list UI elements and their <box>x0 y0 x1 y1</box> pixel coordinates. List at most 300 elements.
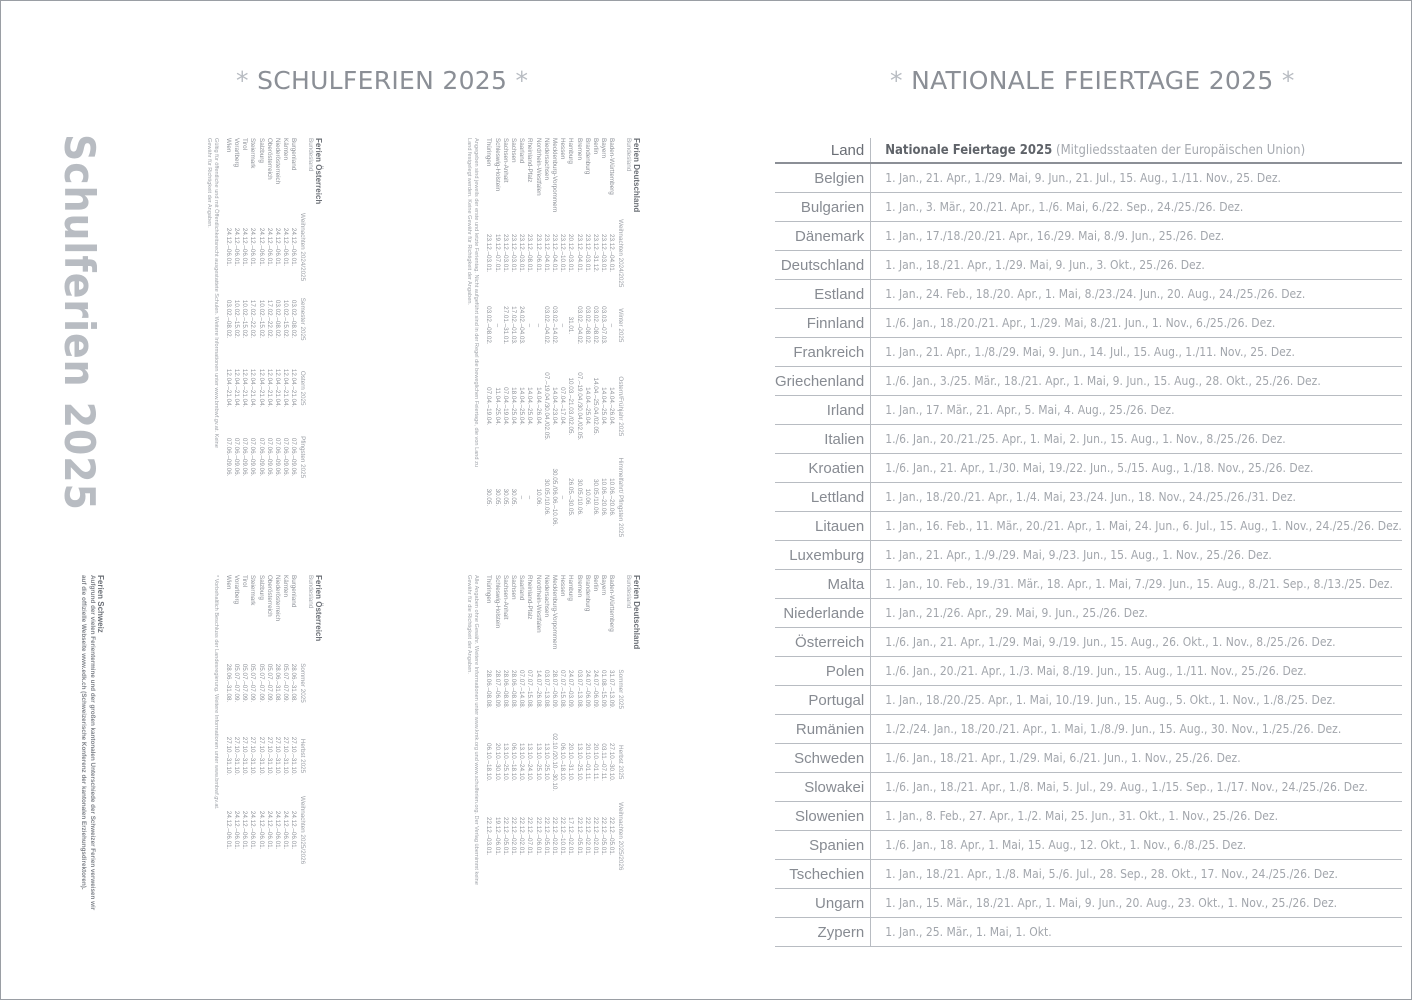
ferien-cell: 23.12.–04.01. <box>550 234 558 273</box>
star-icon: * <box>515 66 529 95</box>
table-row <box>574 575 582 877</box>
ferien-cell: 12.04.–21.04. <box>257 368 265 408</box>
schulferien-vertical-title: Schulferien 2025 <box>55 134 104 511</box>
ferien-cell: 14.07.–26.08. <box>534 669 542 709</box>
ferien-cell: – <box>518 495 526 500</box>
ferien-table <box>224 575 306 871</box>
table-row <box>484 575 492 877</box>
schulferien-title: SCHULFERIEN 2025 <box>257 66 508 95</box>
ferien-cell: 27.10.–31.10. <box>282 736 290 776</box>
ferien-cell: 14.04.–26.04. <box>534 387 542 426</box>
ferien-cell: 27.10.–31.10. <box>257 736 265 776</box>
table-row <box>583 138 591 545</box>
ferien-cell: 20.12.–03.01. <box>567 234 575 273</box>
ferien-oesterreich-block-2 <box>212 575 322 895</box>
ferien-cell: 24.07.–06.09. <box>583 669 591 709</box>
country-cell: Malta <box>775 570 871 599</box>
table-row <box>240 138 248 495</box>
ferien-cell: 07.06.–09.06. <box>249 437 257 477</box>
ferien-cell: 24.12.–06.01. <box>273 810 281 850</box>
holiday-row <box>775 831 1402 860</box>
table-row <box>591 138 599 545</box>
country-cell: Slowakei <box>775 773 871 802</box>
table-row <box>289 138 297 495</box>
table-row <box>574 138 582 545</box>
country-cell: Österreich <box>775 628 871 657</box>
ferien-cell: 28.06.–31.08. <box>273 663 281 703</box>
dates-cell: 1. Jan., 18./21. Apr., 1./29. Mai, 9. Jun., 3. Okt., 25./26. Dez. <box>871 251 1402 280</box>
ferien-cell: 23.12.–03.01. <box>509 234 517 273</box>
ferien-cell: 07.06.–09.06. <box>241 437 249 477</box>
table-row <box>265 575 273 871</box>
block-text: Aufgrund der vielen Ferientermine und der großen kantonalen Unterschiede der Schweizer Ferien verweisen wir auf die offizielle Webseite www.edk.ch (Schweizerische Konferenz der kantonalen Erziehungsdirektoren). <box>80 575 96 911</box>
dates-cell: 1. Jan., 18./20./25. Apr., 1. Mai, 10./19. Jun., 15. Aug., 5. Okt., 1. Nov., 1./8./25. Dez. <box>871 686 1402 715</box>
country-cell: Slowenien <box>775 802 871 831</box>
bundesland-cell: Oberösterreich <box>265 138 273 180</box>
dates-cell: 1./6. Jan., 18. Apr., 1. Mai, 15. Aug., 12. Okt., 1. Nov., 6./8./25. Dez. <box>871 831 1402 860</box>
column-header: Pfingsten 2025 <box>298 436 306 479</box>
ferien-cell: 23.12.–04.01. <box>608 234 616 273</box>
bundesland-cell: Niederösterreich <box>273 575 281 622</box>
holiday-row <box>775 599 1402 628</box>
ferien-cell: 03.03.–07.03. <box>600 306 608 345</box>
ferien-cell: 07.04.–19.04. <box>485 387 493 426</box>
table-row <box>599 575 607 877</box>
ferien-cell: 28.06.–08.08. <box>509 669 517 709</box>
country-cell: Deutschland <box>775 251 871 280</box>
ferien-cell: 23.12.–08.01. <box>526 234 534 273</box>
ferien-cell: 01.08.–15.09. <box>600 669 608 709</box>
ferien-cell: 23.12.–03.01. <box>485 234 493 273</box>
star-icon: * <box>236 66 249 95</box>
table-row <box>232 575 240 871</box>
ferien-cell: 10.02.–15.02. <box>257 299 265 339</box>
table-row <box>591 575 599 877</box>
dates-cell: 1. Jan., 17. Mär., 21. Apr., 5. Mai, 4. Aug., 25./26. Dez. <box>871 396 1402 425</box>
ferien-cell: 24.12.–06.01. <box>224 227 232 267</box>
column-header: Herbst 2025 <box>616 745 624 780</box>
country-cell: Litauen <box>775 512 871 541</box>
bundesland-cell: Bremen <box>575 138 583 161</box>
ferien-cell: 07.07.–15.08. <box>559 669 567 709</box>
dates-cell: 1./6. Jan., 21. Apr., 1./30. Mai, 19./22. Jun., 5./15. Aug., 1./18. Nov., 25./26. Dez. <box>871 454 1402 483</box>
table-row <box>248 575 256 871</box>
ferien-cell: – <box>493 323 501 328</box>
ferien-cell: 07.06.–09.06. <box>273 437 281 477</box>
holiday-row <box>775 396 1402 425</box>
holiday-row <box>775 483 1402 512</box>
ferien-schweiz-block <box>79 575 104 915</box>
ferien-cell: 11.04.–25.04. <box>493 387 501 426</box>
ferien-cell: 27.10.–31.10. <box>224 736 232 776</box>
table-row <box>525 575 533 877</box>
bundesland-cell: Niedersachsen <box>542 575 550 618</box>
dates-cell: 1. Jan., 18./20./21. Apr., 1./4. Mai, 23./24. Jun., 18. Nov., 24./25./26./31. Dez. <box>871 483 1402 512</box>
bundesland-cell: Salzburg <box>257 138 265 163</box>
ferien-cell: 26.05.–30.05. <box>567 478 575 517</box>
ferien-cell: 22.12.–03.01. <box>485 817 493 856</box>
column-header: Ostern 2025 <box>298 370 306 406</box>
ferien-cell: 30.05./10.06. <box>575 478 583 516</box>
holiday-row <box>775 163 1402 193</box>
ferien-cell: 27.10.–31.10. <box>232 736 240 776</box>
ferien-cell: 18.04.–25.04. <box>509 387 517 426</box>
column-header: Sommer 2025 <box>616 669 624 709</box>
dates-cell: 1. Jan., 18./21. Apr., 1./8. Mai, 5./6. Jul., 28. Sep., 28. Okt., 17. Nov., 24./25./26. Dez. <box>871 860 1402 889</box>
ferien-cell: 20.10.–30.10. <box>493 742 501 782</box>
ferien-cell: 12.04.–21.04. <box>265 368 273 408</box>
block-title: Ferien Deutschland <box>632 138 641 213</box>
feiertage-heading <box>890 66 1295 95</box>
column-header: Winter 2025 <box>616 308 624 343</box>
ferien-cell: 13.10.–25.10. <box>534 742 542 782</box>
ferien-cell: 03.02.–08.02. <box>290 299 298 339</box>
bundesland-cell: Wien <box>224 575 232 590</box>
column-header: Semester 2025 <box>298 297 306 341</box>
table-header-row <box>775 138 1402 163</box>
country-cell: Dänemark <box>775 222 871 251</box>
ferien-cell: 24.07.–03.09. <box>567 669 575 709</box>
table-row <box>550 138 558 545</box>
ferien-cell: 03.02.–04.02. <box>575 306 583 345</box>
ferien-cell: 28.06.–31.08. <box>224 663 232 703</box>
ferien-table <box>484 138 623 545</box>
ferien-cell: 14.04.–25.04./02.05. <box>591 377 599 436</box>
bundesland-cell: Steiermark <box>249 138 257 169</box>
holiday-row <box>775 541 1402 570</box>
ferien-cell: 24.12.–06.01. <box>249 810 257 850</box>
ferien-cell: 05.07.–07.09. <box>257 663 265 703</box>
bundesland-cell: Oberösterreich <box>265 575 273 617</box>
ferien-cell: 22.12.–02.01. <box>509 817 517 856</box>
ferien-cell: 24.12.–06.01. <box>290 810 298 850</box>
ferien-oesterreich-block-1 <box>205 138 322 495</box>
ferien-cell: 24.12.–06.01. <box>249 227 257 267</box>
table-row <box>533 575 541 877</box>
ferien-cell: 07.06.–09.06. <box>290 437 298 477</box>
holiday-row <box>775 193 1402 222</box>
ferien-cell: 14.04.–25.04. <box>600 387 608 426</box>
ferien-cell: 13.10.–24.10. <box>518 742 526 782</box>
column-header: Weihnachten 2025/2026 <box>298 796 306 865</box>
holiday-row <box>775 715 1402 744</box>
ferien-cell: 02.10./20.10.–30.10. <box>550 733 558 792</box>
ferien-table <box>484 575 623 877</box>
ferien-cell: 23.12.–04.01. <box>575 234 583 273</box>
bundesland-cell: Tirol <box>241 575 249 588</box>
bundesland-cell: Tirol <box>241 138 249 151</box>
dates-cell: 1./6. Jan., 18./21. Apr., 1./8. Mai, 5. Jul., 29. Aug., 1./15. Sep., 1./17. Nov., 24./25./26. Dez. <box>871 773 1402 802</box>
ferien-cell: 03.02.–04.02. <box>542 306 550 345</box>
holiday-row <box>775 860 1402 889</box>
country-cell: Kroatien <box>775 454 871 483</box>
table-row <box>484 138 492 545</box>
block-title: Ferien Österreich <box>314 138 323 205</box>
ferien-cell: 07.06.–09.06. <box>232 437 240 477</box>
column-header: Himmelfahrt/ Pfingsten 2025 <box>616 457 624 538</box>
star-icon: * <box>890 66 903 95</box>
block-subtitle: Bundesland <box>306 575 314 609</box>
ferien-cell: 24.12.–06.01. <box>257 810 265 850</box>
ferien-cell: 12.04.–21.04. <box>224 368 232 408</box>
table-row <box>248 138 256 495</box>
ferien-cell: 27.10.–30.10. <box>608 742 616 782</box>
ferien-cell: 17.12.–02.01. <box>567 817 575 856</box>
table-row <box>492 575 500 877</box>
table-row <box>273 575 281 871</box>
holiday-row <box>775 425 1402 454</box>
ferien-cell: 22.12.–05.01. <box>575 817 583 856</box>
table-row <box>525 138 533 545</box>
ferien-cell: 12.04.–21.04. <box>290 368 298 408</box>
ferien-cell: 07.06.–09.06. <box>257 437 265 477</box>
holiday-table <box>775 138 1402 947</box>
ferien-cell: 07.06.–09.06. <box>282 437 290 477</box>
bundesland-cell: Kärnten <box>282 575 290 598</box>
block-note: * Vorbehaltlich Beschluss der Landesregierung. Weitere Informationen unter www.bmbwf.gv.at. <box>212 575 219 810</box>
ferien-cell: 12.04.–21.04. <box>249 368 257 408</box>
country-cell: Polen <box>775 657 871 686</box>
dates-cell: 1. Jan., 24. Feb., 18./20. Apr., 1. Mai, 8./23./24. Jun., 20. Aug., 24./25./26. Dez. <box>871 280 1402 309</box>
ferien-cell: 03.02.–08.02. <box>591 306 599 345</box>
ferien-cell: 24.12.–06.01. <box>257 227 265 267</box>
dates-cell: 1./6. Jan., 20./21. Apr., 1./3. Mai, 8./19. Jun., 15. Aug., 1./11. Nov., 25./26. Dez. <box>871 657 1402 686</box>
block-title: Ferien Österreich <box>314 575 323 642</box>
column-header: Herbst 2025 <box>298 738 306 774</box>
ferien-cell: 06.10.–18.10. <box>509 742 517 782</box>
ferien-cell: 03.07.–13.08. <box>542 669 550 709</box>
bundesland-cell: Mecklenburg-Vorpommern <box>550 575 558 650</box>
bundesland-cell: Wien <box>224 138 232 153</box>
dates-cell: 1. Jan., 15. Mär., 18./21. Apr., 1. Mai, 9. Jun., 20. Aug., 23. Okt., 1. Nov., 25./26. Dez. <box>871 889 1402 918</box>
country-cell: Zypern <box>775 918 871 947</box>
dates-cell: 1. Jan., 21. Apr., 1./9./29. Mai, 9./23. Jun., 15. Aug., 1. Nov., 25./26. Dez. <box>871 541 1402 570</box>
ferien-cell: 23.12.–04.01. <box>542 234 550 273</box>
table-row <box>566 138 574 545</box>
table-row <box>224 138 232 495</box>
bundesland-cell: Hessen <box>559 138 567 160</box>
ferien-cell: 28.06.–31.08. <box>290 663 298 703</box>
ferien-cell: 23.12.–03.01. <box>600 234 608 273</box>
block-subtitle: Bundesland <box>306 138 314 172</box>
ferien-deutschland-block-1 <box>465 138 640 545</box>
ferien-cell: 30.05./10.06. <box>542 478 550 516</box>
ferien-cell: 24.12.–06.01. <box>224 810 232 850</box>
country-cell: Tschechien <box>775 860 871 889</box>
country-cell: Spanien <box>775 831 871 860</box>
dates-cell: 1. Jan., 21. Apr., 1./29. Mai, 9. Jun., 21. Jul., 15. Aug., 1./11. Nov., 25. Dez. <box>871 163 1402 193</box>
schulferien-heading <box>236 66 528 95</box>
ferien-cell: 27.10.–31.10. <box>290 736 298 776</box>
ferien-cell: 24.12.–06.01. <box>232 227 240 267</box>
column-header: Ostern/Frühjahr 2025 <box>616 376 624 437</box>
country-cell: Portugal <box>775 686 871 715</box>
holiday-row <box>775 309 1402 338</box>
ferien-cell: – <box>559 323 567 328</box>
bundesland-cell: Steiermark <box>249 575 257 606</box>
table-row <box>533 138 541 545</box>
ferien-cell: 10.02.–15.02. <box>232 299 240 339</box>
holiday-row <box>775 222 1402 251</box>
table-row <box>265 138 273 495</box>
bundesland-cell: Sachsen-Anhalt <box>501 575 509 620</box>
table-row <box>501 575 509 877</box>
ferien-cell: 20.10.–01.11. <box>591 743 599 782</box>
ferien-cell: 24.12.–06.01. <box>241 227 249 267</box>
ferien-cell: 07.–19.04./30.04./02.05. <box>575 372 583 441</box>
block-title: Ferien Schweiz <box>96 575 105 633</box>
bundesland-cell: Sachsen <box>509 138 517 163</box>
ferien-cell: 22.12.–02.01. <box>518 817 526 856</box>
table-row <box>224 575 232 871</box>
ferien-cell: 10.06.–20.06. <box>608 478 616 517</box>
table-row <box>599 138 607 545</box>
ferien-cell: 14.04.–23.04. <box>550 387 558 426</box>
ferien-cell: 07.07.–14.08. <box>518 669 526 709</box>
holiday-row <box>775 570 1402 599</box>
ferien-cell: 13.10.–25.10. <box>575 742 583 782</box>
ferien-cell: 28.07.–06.09. <box>493 669 501 709</box>
ferien-cell: 13.10.–25.10. <box>501 742 509 782</box>
ferien-cell: 22.12.–05.01. <box>501 817 509 856</box>
header-feiertage <box>871 138 1402 163</box>
table-row <box>501 138 509 545</box>
country-cell: Schweden <box>775 744 871 773</box>
ferien-cell: 10.06.–20.06. <box>600 478 608 517</box>
ferien-cell: 22.12.–10.01. <box>559 817 567 856</box>
country-cell: Lettland <box>775 483 871 512</box>
bundesland-cell: Niederösterreich <box>273 138 281 185</box>
table-row <box>256 138 264 495</box>
feiertage-title: NATIONALE FEIERTAGE 2025 <box>911 66 1274 95</box>
ferien-cell: 22.12.–05.01. <box>608 817 616 856</box>
ferien-cell: 27.10.–31.10. <box>249 736 257 776</box>
bundesland-cell: Saarland <box>518 575 526 601</box>
dates-cell: 1./6. Jan., 21. Apr., 1./29. Mai, 9./19. Jun., 15. Aug., 26. Okt., 1. Nov., 8./25./26. Dez. <box>871 628 1402 657</box>
ferien-cell: 27.10.–31.10. <box>265 736 273 776</box>
star-icon: * <box>1281 66 1295 95</box>
ferien-deutschland-block-2 <box>465 575 640 895</box>
ferien-cell: 20.10.–31.10. <box>567 742 575 782</box>
table-row <box>566 575 574 877</box>
ferien-cell: 24.07.–06.09. <box>591 669 599 709</box>
ferien-cell: 23.12.–31.12. <box>591 234 599 273</box>
dates-cell: 1. Jan., 21. Apr., 1./8./29. Mai, 9. Jun., 14. Jul., 15. Aug., 1./11. Nov., 25. Dez. <box>871 338 1402 367</box>
ferien-cell: 05.07.–07.09. <box>249 663 257 703</box>
ferien-cell: 24.12.–06.01. <box>290 227 298 267</box>
ferien-cell: – <box>608 323 616 328</box>
dates-cell: 1. Jan., 16. Feb., 11. Mär., 20./21. Apr., 1. Mai, 24. Jun., 6. Jul., 15. Aug., 1. Nov., 24./25./26. Dez. <box>871 512 1402 541</box>
column-header: Weihnachten 2024/2025 <box>616 219 624 288</box>
ferien-cell: 22.12.–02.01. <box>591 817 599 856</box>
table-row <box>517 138 525 545</box>
table-row <box>542 575 550 877</box>
table-row <box>607 575 615 877</box>
bundesland-cell: Rheinland-Pfalz <box>526 575 534 620</box>
ferien-cell: 17.02.–01.03. <box>509 306 517 345</box>
ferien-cell: 03.11.–07.11. <box>600 743 608 781</box>
ferien-cell: 28.06.–08.08. <box>485 669 493 709</box>
dates-cell: 1./6. Jan., 3./25. Mär., 18./21. Apr., 1. Mai, 9. Jun., 15. Aug., 28. Okt., 25./26. Dez. <box>871 367 1402 396</box>
bundesland-cell: Rheinland-Pfalz <box>526 138 534 183</box>
bundesland-cell: Thüringen <box>485 138 493 167</box>
ferien-cell: – <box>559 495 567 500</box>
bundesland-cell: Burgenland <box>290 138 298 171</box>
table-row <box>542 138 550 545</box>
ferien-cell: 07.04.–19.04. <box>501 387 509 426</box>
ferien-cell: 05.07.–07.09. <box>265 663 273 703</box>
ferien-cell: 22.12.–07.01. <box>526 817 534 856</box>
ferien-cell: 22.12.–05.01. <box>600 817 608 856</box>
ferien-cell: 10.02.–15.02. <box>241 299 249 339</box>
country-cell: Niederlande <box>775 599 871 628</box>
table-row <box>281 138 289 495</box>
ferien-cell: 24.12.–06.01. <box>265 227 273 267</box>
ferien-cell: 19.12.–06.01. <box>493 817 501 856</box>
ferien-cell: 27.10.–31.10. <box>241 736 249 776</box>
header-feiertage-bold: Nationale Feiertage 2025 <box>885 142 1053 158</box>
ferien-cell: 23.12.–03.01. <box>501 234 509 273</box>
ferien-cell: 24.12.–06.01. <box>265 810 273 850</box>
ferien-cell: 24.12.–06.01. <box>273 227 281 267</box>
bundesland-cell: Burgenland <box>290 575 298 608</box>
block-subtitle: Bundesland <box>624 138 632 172</box>
table-row <box>289 575 297 871</box>
block-note: Alle Angaben ohne Gewähr. Weitere Informationen unter www.kmk.org und www.schulferien.org. Der Verlag übernimmt keine Gewähr für die Richtigkeit der Angaben. <box>466 575 480 885</box>
ferien-cell: 31.01. <box>567 316 575 335</box>
holiday-row <box>775 367 1402 396</box>
bundesland-cell: Salzburg <box>257 575 265 600</box>
ferien-cell: 19.12.–07.01. <box>493 234 501 273</box>
holiday-row <box>775 889 1402 918</box>
bundesland-cell: Brandenburg <box>583 138 591 175</box>
ferien-cell: 03.02.–08.02. <box>273 299 281 339</box>
bundesland-cell: Hamburg <box>567 575 575 601</box>
table-row <box>558 575 566 877</box>
country-cell: Bulgarien <box>775 193 871 222</box>
ferien-cell: 10.06. <box>534 488 542 507</box>
country-cell: Finnland <box>775 309 871 338</box>
dates-cell: 1. Jan., 3. Mär., 20./21. Apr., 1./6. Mai, 6./22. Sep., 24./25./26. Dez. <box>871 193 1402 222</box>
ferien-cell: 23.12.–10.01. <box>559 234 567 273</box>
bundesland-cell: Brandenburg <box>583 575 591 612</box>
country-cell: Luxemburg <box>775 541 871 570</box>
ferien-cell: 03.02.–14.02. <box>550 306 558 345</box>
holiday-row <box>775 773 1402 802</box>
ferien-cell: 14.04.–26.04. <box>608 387 616 426</box>
bundesland-cell: Hessen <box>559 575 567 597</box>
dates-cell: 1./6. Jan., 18./20./21. Apr., 1./29. Mai, 8./21. Jun., 1. Nov., 6./25./26. Dez. <box>871 309 1402 338</box>
bundesland-cell: Hamburg <box>567 138 575 164</box>
bundesland-cell: Berlin <box>591 138 599 155</box>
table-row <box>256 575 264 871</box>
ferien-cell: 14.04.–25.04. <box>583 387 591 426</box>
holiday-row <box>775 280 1402 309</box>
bundesland-cell: Bremen <box>575 575 583 598</box>
holiday-row <box>775 657 1402 686</box>
ferien-cell: 22.12.–05.01. <box>542 817 550 856</box>
country-cell: Belgien <box>775 163 871 193</box>
block-note: Gültig für öffentliche und mit Öffentlichkeitsrecht ausgestattete Schulen. Weitere Informationen unter www.bmbwf.gv.at. Keine Gewähr für Richtigkeit der Angaben. <box>205 138 219 448</box>
ferien-cell: 30.05. <box>501 488 509 507</box>
ferien-cell: 05.07.–07.09. <box>241 663 249 703</box>
ferien-cell: 07.06.–09.06. <box>224 437 232 477</box>
ferien-cell: 30.05./10.06. <box>591 478 599 516</box>
ferien-cell: 24.12.–06.01. <box>232 810 240 850</box>
ferien-cell: 24.12.–06.01. <box>282 227 290 267</box>
table-row <box>273 138 281 495</box>
header-feiertage-rest: (Mitgliedsstaaten der Europäischen Union) <box>1056 142 1306 158</box>
